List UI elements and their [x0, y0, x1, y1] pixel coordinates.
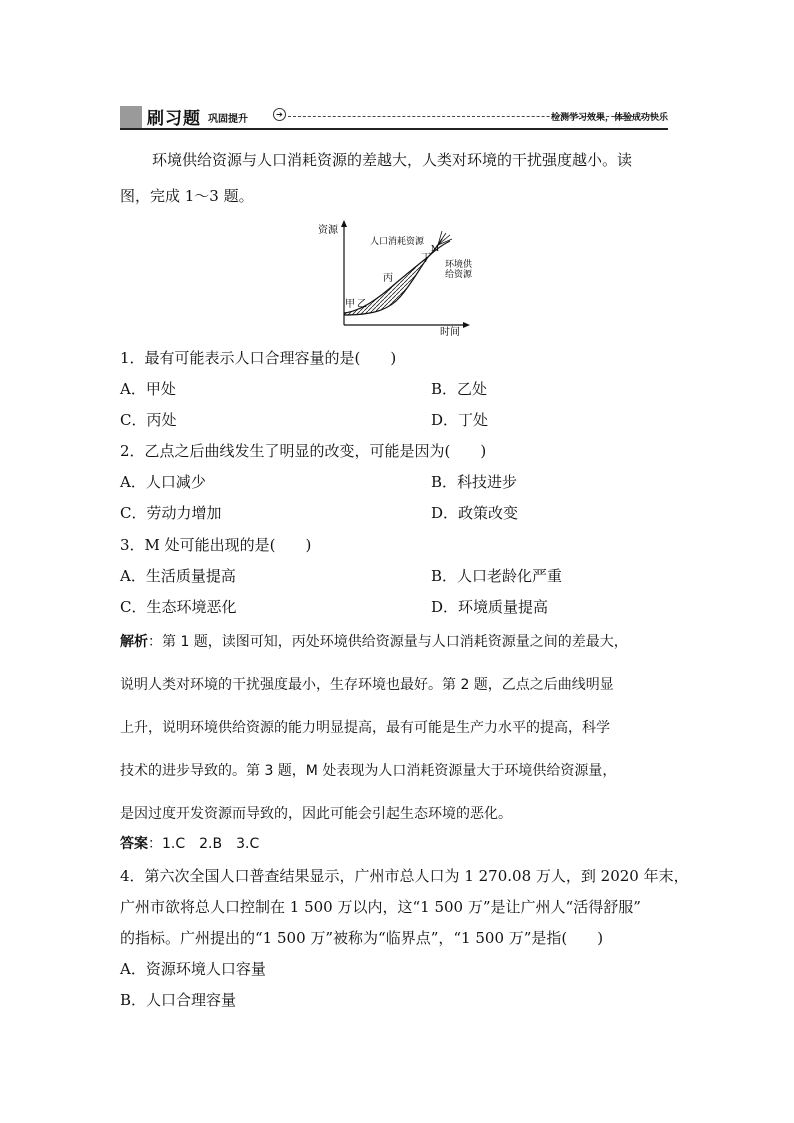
intro-line-1: 环境供给资源与人口消耗资源的差越大，人类对环境的干扰强度越小。读 [152, 151, 633, 169]
header-right-text: 检测学习效果，体验成功快乐 [550, 113, 668, 123]
question-4-line-2: 广州市欲将总人口控制在 1 500 万以内，这“1 500 万”是让广州人“活得舒服” [120, 898, 641, 916]
question-1-stem: 1．最有可能表示人口合理容量的是( ) [120, 349, 397, 367]
x-axis-arrow [463, 322, 470, 328]
question-4-line-1: 4．第六次全国人口普查结果显示，广州市总人口为 1 270.08 万人，到 2020 年末， [120, 867, 689, 885]
y-axis-arrow [341, 220, 347, 227]
circle-arrow-icon: ➔ [273, 108, 286, 121]
analysis-line-1 [120, 632, 628, 652]
question-3-option-b: B．人口老龄化严重 [431, 567, 563, 585]
question-2-option-a: A．人口减少 [120, 473, 206, 491]
question-1-option-a: A．甲处 [120, 380, 176, 398]
question-3-option-d: D．环境质量提高 [431, 598, 549, 616]
question-4-line-3: 的指标。广州提出的“1 500 万”被称为“临界点”，“1 500 万”是指( ) [120, 929, 604, 947]
supply-curve-label-2: 给资源 [445, 270, 473, 280]
question-4-option-a: A．资源环境人口容量 [120, 960, 266, 978]
consume-curve-label: 人口消耗资源 [370, 237, 425, 247]
answer-text: ：1.C 2.B 3.C [148, 836, 260, 852]
y-axis-label: 资源 [318, 225, 338, 236]
question-4-option-b: B．人口合理容量 [120, 991, 237, 1009]
question-3-stem: 3．M 处可能出现的是( ) [120, 536, 312, 554]
intro-line-2: 图，完成 1～3 题。 [120, 187, 254, 205]
point-m-label: M [431, 244, 440, 253]
question-1-option-d: D．丁处 [431, 411, 489, 429]
section-header [120, 104, 668, 130]
analysis-line-4: 技术的进步导致的。第 3 题，M 处表现为人口消耗资源量大于环境供给资源量， [120, 763, 617, 779]
point-ding-label: 丁 [421, 253, 431, 264]
point-jia-label: 甲 [345, 299, 355, 310]
question-2-option-d: D．政策改变 [431, 504, 519, 522]
answer-label: 答案 [120, 836, 148, 852]
question-1-option-c: C．丙处 [120, 411, 177, 429]
question-3-option-c: C．生态环境恶化 [120, 598, 237, 616]
question-3-option-a: A．生活质量提高 [120, 567, 236, 585]
supply-curve-label-1: 环境供 [445, 260, 473, 270]
analysis-text-1: ：第 1 题，读图可知，丙处环境供给资源量与人口消耗资源量之间的差最大， [148, 634, 628, 650]
question-2-option-b: B．科技进步 [431, 473, 518, 491]
analysis-line-2: 说明人类对环境的干扰强度最小，生存环境也最好。第 2 题，乙点之后曲线明显 [120, 677, 614, 693]
analysis-label: 解析 [120, 634, 148, 650]
question-2-option-c: C．劳动力增加 [120, 504, 222, 522]
header-title: 刷习题 [147, 109, 201, 129]
m-rays [438, 231, 452, 245]
question-2-stem: 2．乙点之后曲线发生了明显的改变，可能是因为( ) [120, 442, 487, 460]
header-subtitle: 巩固提升 [208, 114, 248, 125]
analysis-line-5: 是因过度开发资源而导致的，因此可能会引起生态环境的恶化。 [120, 806, 512, 822]
header-rule [120, 128, 668, 130]
x-axis-label: 时间 [440, 327, 460, 338]
question-1-option-b: B．乙处 [431, 380, 488, 398]
answer-line [120, 834, 259, 854]
header-grey-block [120, 106, 142, 128]
point-bing-label: 丙 [383, 273, 393, 284]
analysis-line-3: 上升，说明环境供给资源的能力明显提高，最有可能是生产力水平的提高，科学 [120, 720, 610, 736]
point-yi-label: 乙 [357, 299, 367, 310]
resource-time-figure [300, 215, 500, 340]
